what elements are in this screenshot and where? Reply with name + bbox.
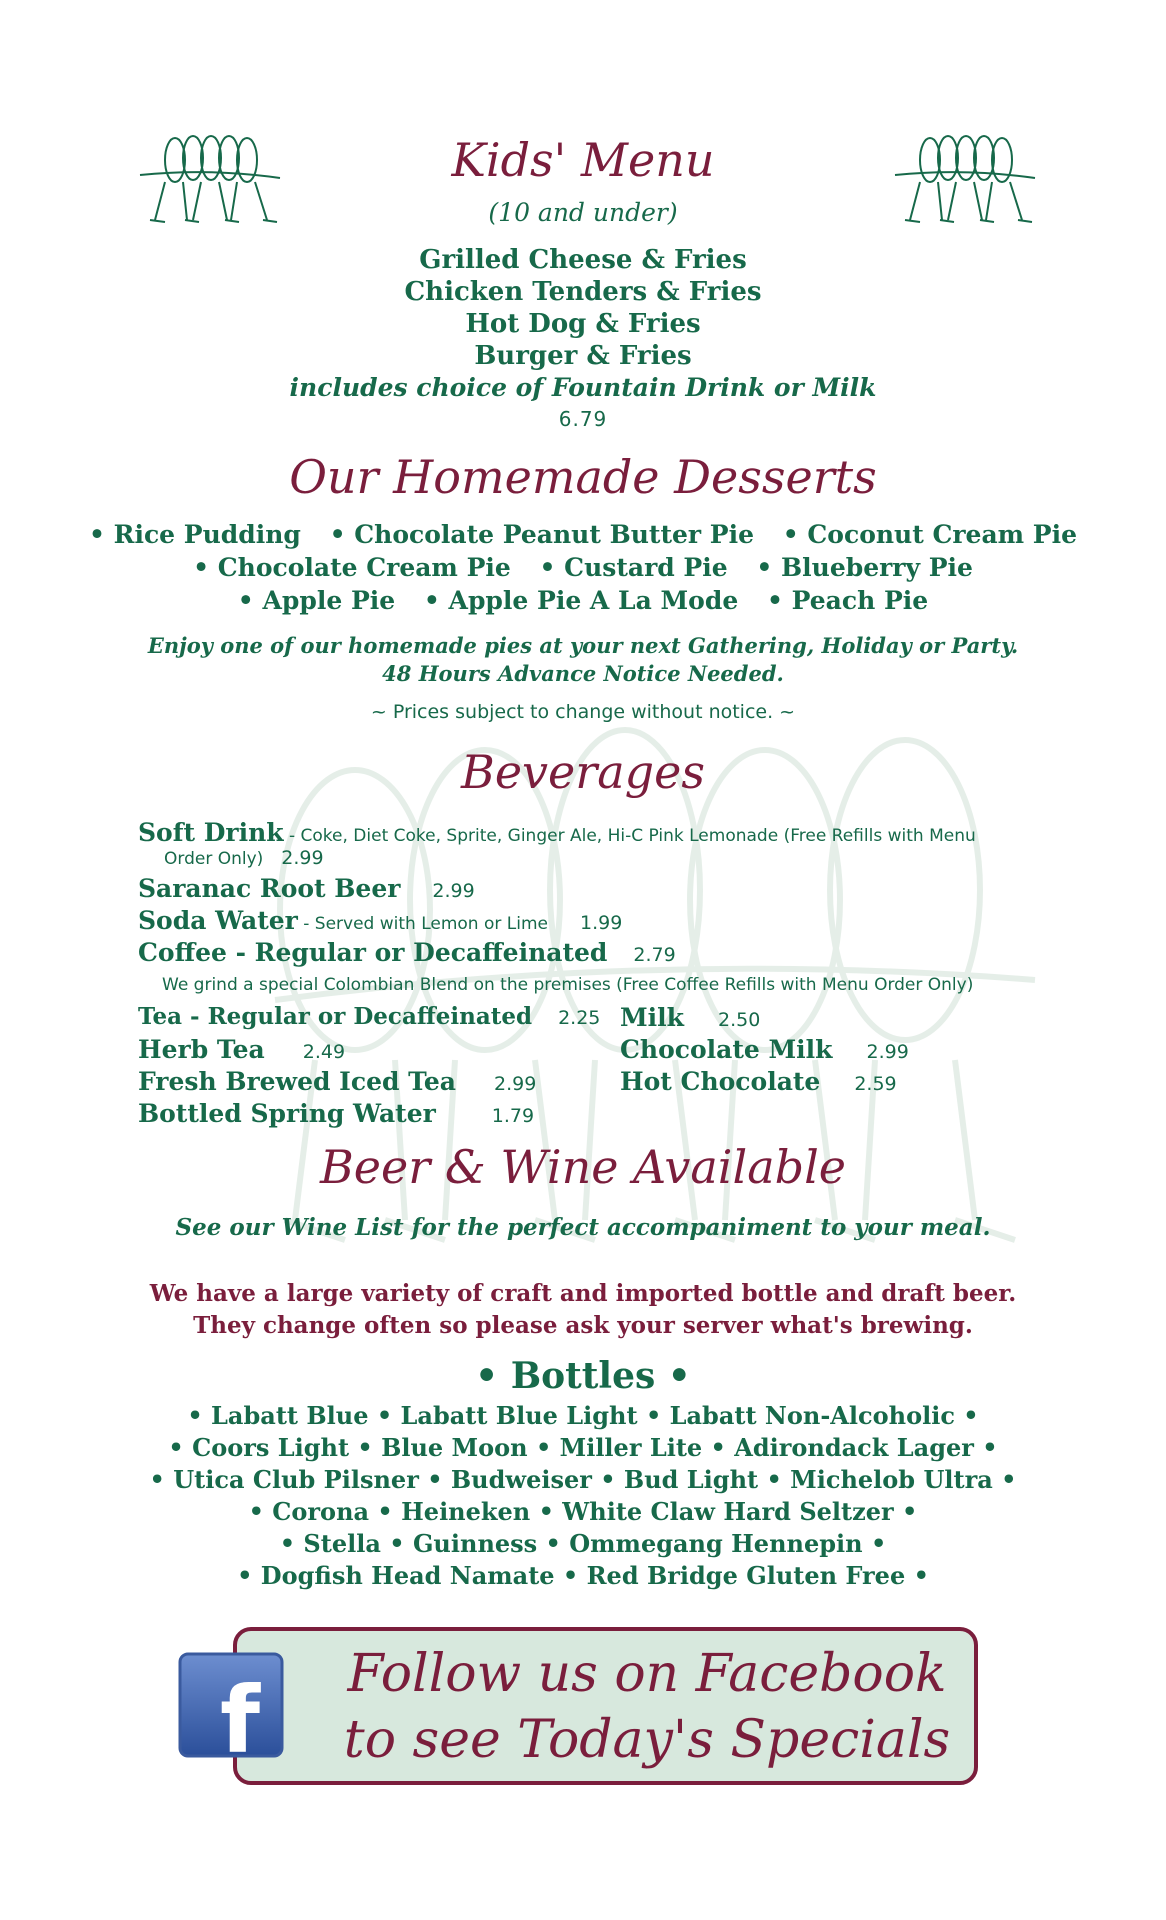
- kids-menu-price: 6.79: [558, 407, 608, 431]
- list-item: • Blueberry Pie: [756, 553, 973, 582]
- beverage-tea: Tea - Regular or Decaffeinated 2.25: [138, 1003, 601, 1030]
- dessert-row: [0, 518, 1166, 551]
- list-item: • Corona • Heineken • White Claw Hard Seltzer •: [248, 1497, 918, 1526]
- bottles-title: • Bottles •: [475, 1355, 691, 1397]
- beverage-iced-tea: Fresh Brewed Iced Tea 2.99: [138, 1067, 537, 1096]
- beverage-soft-drink-cont: Order Only) 2.99: [164, 847, 324, 869]
- beverage-soda-water: Soda Water - Served with Lemon or Lime 1.99: [138, 906, 623, 935]
- list-item: • Apple Pie: [237, 586, 396, 615]
- list-item: Burger & Fries: [474, 341, 692, 371]
- beverage-milk: Milk 2.50: [620, 1003, 761, 1032]
- desserts-title: Our Homemade Desserts: [289, 450, 877, 504]
- facebook-banner-text: Follow us on Facebook to see Today's Specials: [343, 1644, 951, 1770]
- kids-menu-includes: includes choice of Fountain Drink or Milk: [289, 373, 877, 402]
- list-item: • Chocolate Peanut Butter Pie: [329, 520, 754, 549]
- beverage-spring-water: Bottled Spring Water 1.79: [138, 1099, 535, 1128]
- svg-text:f: f: [219, 1667, 261, 1758]
- list-item: • Coors Light • Blue Moon • Miller Lite • Adirondack Lager •: [168, 1433, 998, 1462]
- list-item: • Stella • Guinness • Ommegang Hennepin •: [279, 1529, 887, 1558]
- list-item: • Coconut Cream Pie: [782, 520, 1078, 549]
- list-item: • Dogfish Head Namate • Red Bridge Gluten Free •: [237, 1561, 929, 1590]
- pie-order-note: Enjoy one of our homemade pies at your next Gathering, Holiday or Party. 48 Hours Advance Notice Needed.: [147, 633, 1019, 686]
- list-item: • Labatt Blue • Labatt Blue Light • Labatt Non-Alcoholic •: [187, 1401, 979, 1430]
- facebook-banner[interactable]: [233, 1627, 978, 1785]
- beverage-root-beer: Saranac Root Beer 2.99: [138, 874, 475, 903]
- bottles-list: [0, 1400, 1166, 1592]
- list-item: • Custard Pie: [539, 553, 728, 582]
- coffee-note: We grind a special Colombian Blend on the premises (Free Coffee Refills with Menu Order Only): [162, 975, 974, 995]
- beverage-chocolate-milk: Chocolate Milk 2.99: [620, 1035, 909, 1064]
- list-item: • Rice Pudding: [88, 520, 301, 549]
- desserts-list: [0, 518, 1166, 617]
- kids-menu-items: [0, 244, 1166, 372]
- dessert-row: [0, 584, 1166, 617]
- list-item: • Peach Pie: [766, 586, 929, 615]
- list-item: • Utica Club Pilsner • Budweiser • Bud Light • Michelob Ultra •: [149, 1465, 1017, 1494]
- prices-disclaimer: ~ Prices subject to change without notice. ~: [370, 701, 796, 723]
- beverage-coffee: Coffee - Regular or Decaffeinated 2.79: [138, 938, 676, 967]
- wine-list-note: See our Wine List for the perfect accompaniment to your meal.: [175, 1214, 991, 1241]
- facebook-icon[interactable]: [178, 1652, 284, 1758]
- list-item: • Apple Pie A La Mode: [423, 586, 739, 615]
- kids-menu-title: Kids' Menu: [451, 133, 715, 187]
- beverage-herb-tea: Herb Tea 2.49: [138, 1035, 346, 1064]
- craft-beer-note: We have a large variety of craft and imported bottle and draft beer. They change often so please ask your server what's brewing.: [149, 1280, 1017, 1339]
- list-item: Chicken Tenders & Fries: [404, 277, 762, 307]
- beer-wine-title: Beer & Wine Available: [319, 1140, 847, 1194]
- beverage-hot-chocolate: Hot Chocolate 2.59: [620, 1067, 897, 1096]
- beverage-soft-drink: Soft Drink - Coke, Diet Coke, Sprite, Ginger Ale, Hi-C Pink Lemonade (Free Refills with Menu: [138, 818, 976, 847]
- list-item: Hot Dog & Fries: [465, 309, 701, 339]
- list-item: • Chocolate Cream Pie: [193, 553, 511, 582]
- beverages-title: Beverages: [461, 745, 705, 799]
- dessert-row: [0, 551, 1166, 584]
- list-item: Grilled Cheese & Fries: [419, 245, 747, 275]
- kids-menu-subtitle: (10 and under): [488, 198, 678, 227]
